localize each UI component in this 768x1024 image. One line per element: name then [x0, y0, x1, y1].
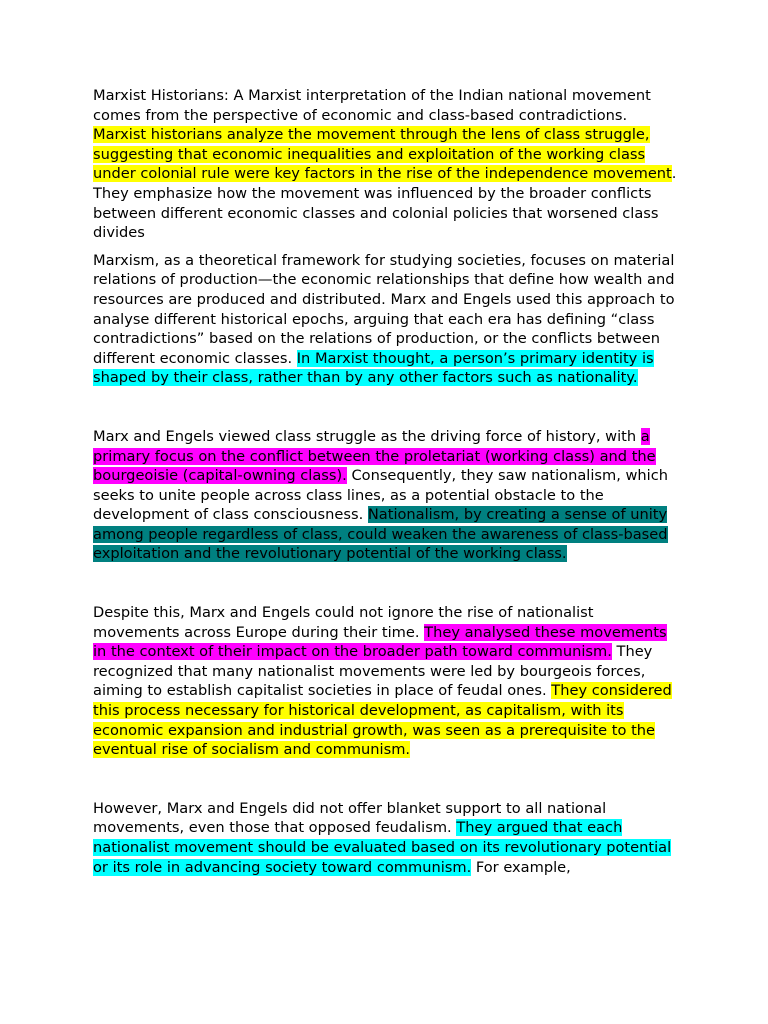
text-segment: Consequently, they saw nationalism, which seeks to unite people across class lines, as a potential obstacle to the development of class consciousness. [93, 467, 668, 524]
text-segment: Marx and Engels viewed class struggle as the driving force of history, with [93, 427, 641, 445]
highlighted-text-cyan: They argued that each nationalist movement should be evaluated based on its revolutionary potential or its role in advancing society toward communism. [93, 819, 672, 876]
paragraph-class-struggle [93, 427, 678, 564]
highlighted-text-teal: Nationalism, by creating a sense of unity among people regardless of class, could weaken the awareness of class-based exploitation and the revolutionary potential of the working class. [93, 506, 668, 563]
text-segment: Marxism, as a theoretical framework for studying societies, focuses on material relations of production—the economic relationships that define how wealth and resources are produced and distributed. Marx and Engels used this approach to analyse different historical epochs, arguing that each era has defining “class contradictions” based on the relations of production, or the conflicts between different economic classes. [93, 251, 675, 367]
highlighted-text-yellow: Marxist historians analyze the movement through the lens of class struggle, suggesting that economic inequalities and exploitation of the working class under colonial rule were key factors in the rise of the independence movement [93, 126, 672, 183]
text-segment: Despite this, Marx and Engels could not ignore the rise of nationalist movements across Europe during their time. [93, 604, 594, 641]
paragraph-marxist-historians [93, 86, 678, 243]
text-segment: They recognized that many nationalist movements were led by bourgeois forces, aiming to establish capitalist societies in place of feudal ones. [93, 643, 653, 700]
paragraph-nationalist-movements [93, 603, 678, 760]
paragraph-spacer [93, 564, 678, 603]
paragraph-marxism-framework [93, 251, 678, 388]
highlighted-text-magenta: a primary focus on the conflict between the proletariat (working class) and the bourgeoisie (capital-owning class). [93, 427, 656, 485]
paragraph-spacer [93, 760, 678, 799]
highlighted-text-cyan: In Marxist thought, a person’s primary identity is shaped by their class, rather than by any other factors such as nationality. [93, 349, 654, 387]
paragraph-spacer [93, 388, 678, 427]
paragraph-spacer [93, 243, 678, 251]
document-page [93, 86, 678, 877]
text-segment: Marxist Historians: A Marxist interpretation of the Indian national movement comes from the perspective of economic and class-based contradictions. [93, 87, 651, 124]
paragraph-blanket-support [93, 799, 678, 877]
highlighted-text-yellow: They considered this process necessary for historical development, as capitalism, with its economic expansion and industrial growth, was seen as a prerequisite to the eventual rise of socialism and communism. [93, 682, 672, 759]
text-segment: . They emphasize how the movement was influenced by the broader conflicts between different economic classes and colonial policies that worsened class divides [93, 165, 677, 242]
highlighted-text-magenta: They analysed these movements in the context of their impact on the broader path toward communism. [93, 623, 667, 661]
text-segment: For example, [471, 858, 571, 876]
text-segment: However, Marx and Engels did not offer blanket support to all national movements, even those that opposed feudalism. [93, 799, 607, 837]
